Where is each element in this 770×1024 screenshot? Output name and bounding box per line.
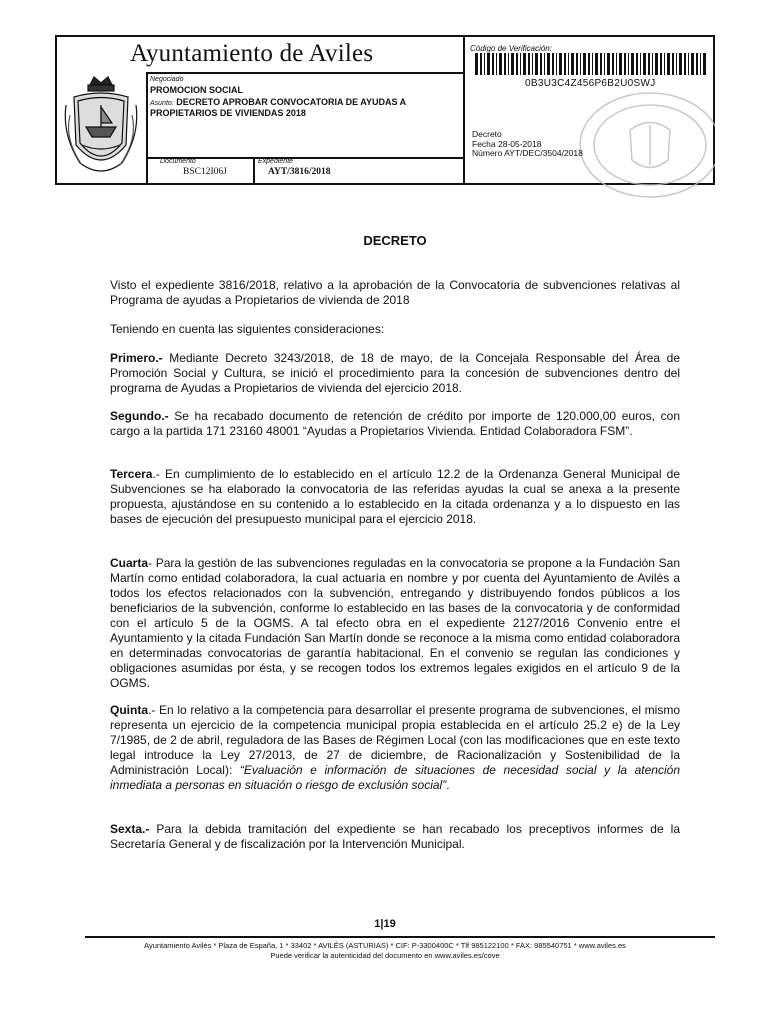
page-number: 1|19 [374, 918, 396, 930]
segundo-text: Se ha recabado documento de retención de crédito por importe de 120.000,00 euros, con cargo a la partida 171 23160 48001 “Ayudas a Propietarios Vivienda. Entidad Colaboradora FSM”. [110, 409, 680, 438]
cuarta-paragraph [110, 556, 680, 691]
barcode-bar [607, 53, 610, 75]
barcode-bar [667, 53, 670, 75]
barcode-bar [619, 53, 622, 75]
barcode-bar [484, 53, 485, 75]
barcode-bar [696, 53, 698, 75]
considerations-paragraph [110, 322, 680, 337]
barcode-bar [508, 53, 509, 75]
quinta-quote: “Evaluación e información de situaciones de necesidad social y la atención inmediata a personas en situación o riesgo de exclusión social” [110, 763, 680, 792]
header-divider [146, 72, 148, 185]
barcode-bar [684, 53, 686, 75]
intro-paragraph [110, 278, 680, 308]
barcode-bar [532, 53, 533, 75]
barcode-bar [664, 53, 665, 75]
quinta-text: .- En lo relativo a la competencia para desarrollar el presente programa de subvenciones, el mismo representa un ejercicio de la competencia municipal propia establecida en el artículo 25.2 e) de la Ley 7/1985, de 2 de abril, reguladora de las Bases de Régimen Local (con las modificaciones que en este texto legal introduce la Ley 27/2013, de 27 de diciembre, de Racionalización y Sostenibilidad de la Administración Local): [110, 703, 680, 777]
barcode-bar [648, 53, 650, 75]
barcode-bar [552, 53, 554, 75]
barcode-bar [571, 53, 574, 75]
barcode-bar [535, 53, 538, 75]
header-divider [253, 157, 255, 185]
barcode-bar [703, 53, 706, 75]
primero-heading: Primero.- [110, 351, 163, 365]
header-title: Ayuntamiento de Aviles [130, 40, 374, 67]
barcode-bar [604, 53, 605, 75]
fecha-line: Fecha 28-05-2018 [472, 138, 542, 149]
barcode-bar [540, 53, 542, 75]
barcode-icon [475, 53, 707, 75]
considerations-text: Teniendo en cuenta las siguientes consideraciones: [110, 322, 385, 336]
barcode-bar [559, 53, 562, 75]
barcode-bar [700, 53, 701, 75]
barcode-bar [679, 53, 682, 75]
barcode-bar [624, 53, 626, 75]
intro-text: Visto el expediente 3816/2018, relativo a la aprobación de la Convocatoria de subvenciones relativas al Programa de ayudas a Propietarios de vivienda de 2018 [110, 278, 680, 307]
primero-paragraph [110, 351, 680, 396]
barcode-bar [640, 53, 641, 75]
barcode-bar [628, 53, 629, 75]
documento-value: BSC12I06J [183, 167, 227, 177]
barcode-bar [564, 53, 566, 75]
decreto-line: Decreto [472, 129, 502, 139]
barcode-bar [544, 53, 545, 75]
footer-address: Ayuntamiento Avilés * Plaza de España, 1 * 33402 * AVILÉS (ASTURIAS) * CIF: P-3300400C * Tlf 985122100 * FAX: 985540751 * www.aviles.es [144, 941, 626, 950]
sexta-heading: Sexta.- [110, 822, 150, 836]
barcode-bar [676, 53, 677, 75]
barcode-bar [580, 53, 581, 75]
barcode-bar [631, 53, 634, 75]
barcode-bar [595, 53, 598, 75]
barcode-bar [487, 53, 490, 75]
barcode-bar [588, 53, 590, 75]
sexta-text: Para la debida tramitación del expediente se han recabado los preceptivos informes de la Secretaría General y de fiscalización por la Intervención Municipal. [110, 822, 680, 851]
tercera-paragraph [110, 467, 680, 527]
verification-code: 0B3U3C4Z456P6B2U0SWJ [525, 78, 656, 89]
barcode-bar [652, 53, 653, 75]
negociado-label: Negociado [150, 76, 184, 83]
cuarta-heading: Cuarta [110, 556, 149, 570]
decreto-meta [472, 130, 583, 159]
barcode-bar [643, 53, 646, 75]
barcode-bar [592, 53, 593, 75]
barcode-bar [475, 53, 478, 75]
numero-line: Número AYT/DEC/3504/2018 [472, 148, 583, 158]
primero-text: Mediante Decreto 3243/2018, de 18 de mayo, de la Concejala Responsable del Área de Promoción Social y Cultura, se inició el procedimiento para la concesión de subvenciones dentro del programa de Ayudas a Propietarios de vivienda del ejercicio 2018. [110, 351, 680, 395]
barcode-bar [612, 53, 614, 75]
barcode-bar [480, 53, 482, 75]
quinta-end: . [446, 778, 450, 792]
coat-of-arms-icon [60, 75, 142, 185]
barcode-bar [600, 53, 602, 75]
barcode-bar [583, 53, 586, 75]
barcode-bar [492, 53, 494, 75]
sexta-paragraph [110, 822, 680, 852]
barcode-bar [547, 53, 550, 75]
barcode-bar [504, 53, 506, 75]
segundo-paragraph [110, 409, 680, 439]
header-divider [463, 35, 465, 185]
documento-label: Documento [160, 158, 196, 165]
header-divider [146, 72, 464, 74]
barcode-bar [655, 53, 658, 75]
barcode-bar [576, 53, 578, 75]
document-title: DECRETO [363, 233, 427, 248]
barcode-bar [672, 53, 674, 75]
footer-verify: Puede verificar la autenticidad del documento en www.aviles.es/cove [270, 951, 500, 960]
barcode-bar [499, 53, 502, 75]
quinta-paragraph [110, 703, 680, 793]
cuarta-text: - Para la gestión de las subvenciones reguladas en la convocatoria se propone a la Fundación San Martín como entidad colaboradora, la cual actuaría en nombre y por cuenta del Ayuntamiento de Avilés a todos los efectos relacionados con la subvención, entregando y distribuyendo fondos públicos a los beneficiarios de la subvención, conforme lo establecido en las bases de la convocatoria y de conformidad con el artículo 5 de la OGMS. A tal efecto obra en el expediente 2127/2016 Convenio entre el Ayuntamiento y la citada Fundación San Martín donde se reconoce a la misma como entidad colaboradora en determinadas convocatorias de garantía habitacional. En el convenio se regulan las condiciones y obligaciones asumidas por ésta, y se recogen todos los extremos legales exigidos en el artículo 9 de la OGMS. [110, 556, 680, 690]
negociado-value: PROMOCION SOCIAL [150, 85, 244, 95]
barcode-bar [688, 53, 689, 75]
barcode-bar [691, 53, 694, 75]
barcode-bar [636, 53, 638, 75]
barcode-bar [616, 53, 617, 75]
barcode-bar [496, 53, 497, 75]
tercera-heading: Tercera [110, 467, 153, 481]
verification-label: Código de Verificación: [470, 44, 552, 53]
tercera-text: .- En cumplimiento de lo establecido en el artículo 12.2 de la Ordenanza General Municipal de Subvenciones se ha elaborado la convocatoria de las referidas ayudas la cual se anexa a la presente propuesta, ajustándose en su contenido a lo establecido en la citada ordenanza y a lo dispuesto en las bases de ejecución del presupuesto municipal para el ejercicio 2018. [110, 467, 680, 526]
barcode-bar [528, 53, 530, 75]
barcode-bar [511, 53, 514, 75]
expediente-value: AYT/3816/2018 [268, 167, 331, 177]
quinta-heading: Quinta [110, 703, 148, 717]
barcode-bar [523, 53, 526, 75]
barcode-bar [520, 53, 521, 75]
barcode-bar [660, 53, 662, 75]
segundo-heading: Segundo.- [110, 409, 169, 423]
expediente-label: Expediente [258, 158, 294, 165]
barcode-bar [568, 53, 569, 75]
footer-divider [85, 936, 715, 938]
asunto-value-cont: PROPIETARIOS DE VIVIENDAS 2018 [150, 108, 306, 118]
asunto-value: DECRETO APROBAR CONVOCATORIA DE AYUDAS A [176, 97, 407, 107]
barcode-bar [516, 53, 518, 75]
barcode-bar [556, 53, 557, 75]
asunto-label: Asunto: [150, 100, 174, 107]
